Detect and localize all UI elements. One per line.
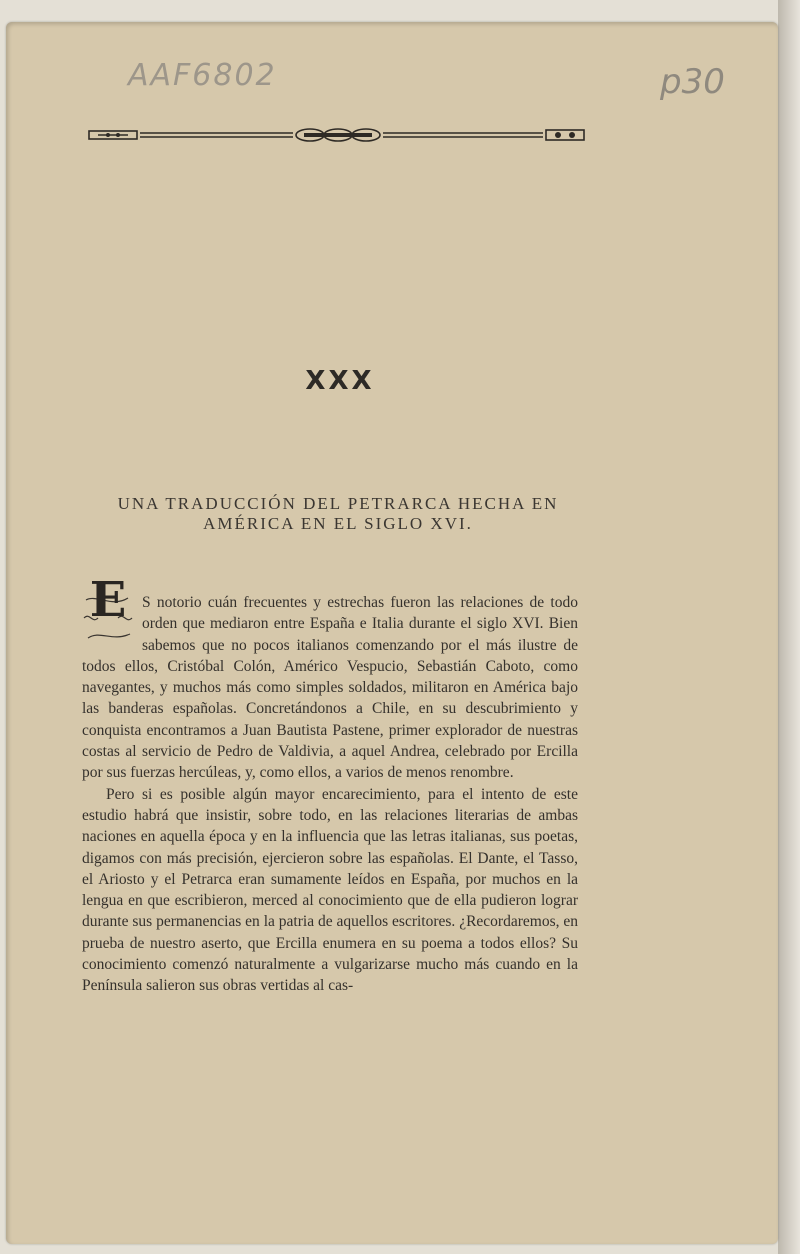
- chapter-title-line-1: UNA TRADUCCIÓN DEL PETRARCA HECHA EN: [117, 494, 559, 513]
- decorative-rule-ornament: [88, 126, 588, 144]
- handwritten-page-note: p30: [660, 62, 725, 102]
- body-text: [82, 572, 578, 997]
- book-spine-edge: [778, 0, 800, 1254]
- chapter-title-line-2: AMÉRICA EN EL SIGLO XVI.: [203, 514, 473, 533]
- paragraph-2: Pero si es posible algún mayor encarecimiento, para el intento de este estudio habrá que insistir, sobre todo, en las relaciones literarias de ambas naciones en aquella época y en la influencia que las letras italianas, sus poetas, digamos con más precisión, ejercieron sobre las españolas. El Dante, el Tasso, el Ariosto y el Petrarca eran sumamente leídos en España, por muchos en la lengua en que escribieron, merced al conocimiento que de ella pudieron lograr durante sus permanencias en la patria de aquellos escritores. ¿Recordaremos, en prueba de nuestro aserto, que Ercilla enumera en su poema a todos ellos? Su conocimiento comenzó naturalmente a vulgarizarse mucho más cuando en la Península salieron sus obras vertidas al cas-: [82, 785, 578, 995]
- chapter-number: XXX: [305, 366, 375, 396]
- chapter-title: [98, 494, 578, 534]
- paragraph-1-text: S notorio cuán frecuentes y estrechas fueron las relaciones de todo orden que mediaron entre España e Italia durante el siglo XVI. Bien sabemos que no pocos italianos comenzando por el más ilustre de todos ellos, Cristóbal Colón, Américo Vespucio, Sebastián Caboto, como navegantes, y muchos más como simples soldados, militaron en América bajo las banderas españolas. Concretándonos a Chile, en su descubrimiento y conquista encontramos a Juan Bautista Pastene, primer explorador de nuestras costas al servicio de Pedro de Valdivia, a aquel Andrea, celebrado por Ercilla por sus fuerzas hercúleas, y, como ellos, a varios de menos renombre.: [82, 594, 578, 782]
- drop-cap-initial: E: [82, 594, 134, 642]
- handwritten-shelfmark: AAF6802: [128, 58, 277, 93]
- paragraph-1: [82, 572, 578, 784]
